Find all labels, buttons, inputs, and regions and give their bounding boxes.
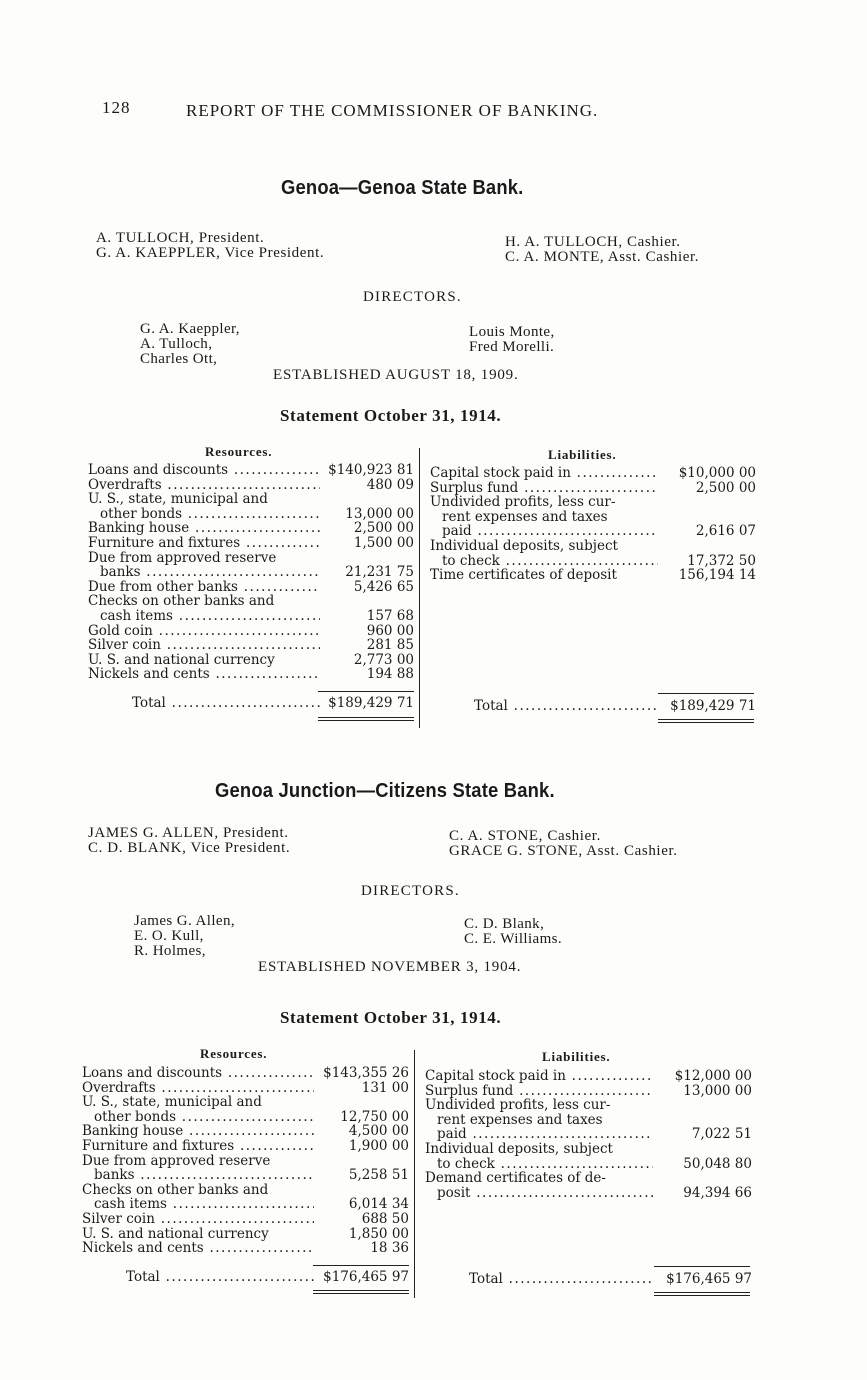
liabilities-heading: Liabilities.	[548, 447, 617, 462]
directors-right	[464, 917, 562, 947]
resources-total	[88, 696, 414, 711]
resources-heading: Resources.	[200, 1046, 268, 1061]
table-row: Individual deposits, subject	[425, 1141, 613, 1157]
officer-cashier: C. A. STONE, Cashier.	[449, 828, 601, 844]
director-name: C. E. Williams.	[464, 931, 563, 947]
table-row: cash items ..... 157 68	[88, 609, 414, 624]
table-row: Due from approved reserve	[82, 1153, 271, 1169]
table-row: to check ..... 50,048 80	[425, 1157, 752, 1172]
officers-left	[88, 826, 290, 856]
table-row: Checks on other banks and	[88, 594, 275, 609]
column-divider	[419, 448, 420, 728]
table-row: U. S. and national currency 2,773 00	[88, 651, 414, 668]
directors-left	[140, 322, 240, 367]
total-row: Total ..... $189,429 71	[88, 696, 414, 711]
table-row: Time certificates of deposit 156,194 14	[430, 567, 756, 584]
table-row: Surplus fund ..... 13,000 00	[425, 1084, 752, 1099]
table-row: Demand certificates of de-	[425, 1171, 606, 1186]
total-rule	[658, 693, 754, 694]
officer-president: A. TULLOCH, President.	[96, 230, 265, 246]
directors-right	[469, 325, 555, 355]
resources-table	[88, 463, 414, 682]
table-row: Nickels and cents ..... 194 88	[88, 667, 414, 682]
table-row: U. S., state, municipal and	[88, 492, 268, 507]
total-row: Total ..... $176,465 97	[82, 1270, 409, 1285]
table-row: Silver coin ..... 281 85	[88, 638, 414, 653]
director-name: Fred Morelli.	[469, 339, 555, 355]
table-row: U. S., state, municipal and	[82, 1095, 262, 1110]
director-name: C. D. Blank,	[464, 916, 545, 932]
statement-heading: Statement October 31, 1914.	[280, 406, 502, 425]
officer-asst-cashier: GRACE G. STONE, Asst. Cashier.	[449, 843, 678, 859]
table-row: paid ..... 7,022 51	[425, 1127, 752, 1142]
directors-heading: DIRECTORS.	[363, 289, 462, 305]
director-name: R. Holmes,	[134, 943, 206, 959]
table-row: Undivided profits, less cur-	[425, 1098, 611, 1113]
table-row: Surplus fund ..... 2,500 00	[430, 481, 756, 496]
double-rule	[313, 1293, 409, 1294]
table-row: Loans and discounts ..... $143,355 26	[82, 1066, 409, 1081]
liabilities-total	[425, 1272, 752, 1287]
double-rule	[318, 717, 414, 718]
double-rule	[658, 719, 754, 720]
table-row: U. S. and national currency 1,850 00	[82, 1225, 409, 1242]
liabilities-table	[425, 1069, 752, 1200]
running-header: REPORT OF THE COMMISSIONER OF BANKING.	[186, 101, 599, 120]
director-name: James G. Allen,	[134, 913, 235, 929]
table-row: rent expenses and taxes	[437, 1112, 603, 1128]
director-name: A. Tulloch,	[140, 336, 213, 352]
resources-heading: Resources.	[205, 444, 273, 459]
total-rule	[318, 691, 414, 692]
total-rule	[654, 1266, 750, 1267]
directors-heading: DIRECTORS.	[361, 883, 460, 899]
liabilities-total	[430, 699, 756, 714]
director-name: E. O. Kull,	[134, 928, 204, 944]
liabilities-heading: Liabilities.	[542, 1049, 611, 1064]
director-name: G. A. Kaeppler,	[140, 321, 240, 337]
established-date: ESTABLISHED NOVEMBER 3, 1904.	[258, 959, 522, 975]
statement-heading: Statement October 31, 1914.	[280, 1008, 502, 1027]
table-row: Checks on other banks and	[82, 1182, 269, 1198]
officer-cashier: H. A. TULLOCH, Cashier.	[505, 234, 681, 250]
director-name: Charles Ott,	[140, 351, 218, 367]
table-row: Silver coin ..... 688 50	[82, 1212, 409, 1227]
established-date: ESTABLISHED AUGUST 18, 1909.	[273, 367, 519, 383]
total-rule	[313, 1265, 409, 1266]
bank-title: Genoa Junction—Citizens State Bank.	[215, 780, 555, 802]
table-row: other bonds ..... 13,000 00	[88, 507, 414, 522]
total-row: Total ..... $176,465 97	[425, 1272, 752, 1287]
bank-title: Genoa—Genoa State Bank.	[281, 177, 524, 199]
table-row: Furniture and fixtures ..... 1,500 00	[88, 536, 414, 551]
table-row: Nickels and cents ..... 18 36	[82, 1241, 409, 1256]
table-row: other bonds ..... 12,750 00	[82, 1110, 409, 1125]
double-rule	[318, 720, 414, 721]
table-row: Individual deposits, subject	[430, 538, 618, 554]
table-row: Loans and discounts ..... $140,923 81	[88, 463, 414, 478]
directors-left	[134, 914, 235, 959]
officer-vice-president: C. D. BLANK, Vice President.	[88, 840, 291, 856]
table-row: Furniture and fixtures ..... 1,900 00	[82, 1139, 409, 1154]
double-rule	[654, 1292, 750, 1293]
table-row: posit ..... 94,394 66	[425, 1186, 752, 1201]
column-divider	[414, 1050, 415, 1298]
resources-total	[82, 1270, 409, 1285]
table-row: Gold coin ..... 960 00	[88, 624, 414, 639]
table-row: banks ..... 5,258 51	[82, 1168, 409, 1183]
table-row: Capital stock paid in ..... $10,000 00	[430, 466, 756, 481]
officers-left	[96, 231, 324, 261]
officers-right	[449, 829, 678, 859]
director-name: Louis Monte,	[469, 324, 555, 340]
double-rule	[654, 1295, 750, 1296]
table-row: Capital stock paid in ..... $12,000 00	[425, 1069, 752, 1084]
resources-table	[82, 1066, 409, 1256]
total-row: Total ..... $189,429 71	[430, 699, 756, 714]
table-row: paid ..... 2,616 07	[430, 524, 756, 539]
table-row: to check ..... 17,372 50	[430, 554, 756, 569]
table-row: Overdrafts ..... 131 00	[82, 1081, 409, 1096]
table-row: rent expenses and taxes	[442, 509, 608, 525]
officer-asst-cashier: C. A. MONTE, Asst. Cashier.	[505, 249, 700, 265]
table-row: Banking house ..... 4,500 00	[82, 1124, 409, 1139]
double-rule	[658, 722, 754, 723]
officer-president: JAMES G. ALLEN, President.	[88, 825, 289, 841]
officers-right	[505, 235, 699, 265]
table-row: Undivided profits, less cur-	[430, 495, 616, 510]
liabilities-table	[430, 466, 756, 583]
table-row: cash items ..... 6,014 34	[82, 1197, 409, 1212]
double-rule	[313, 1290, 409, 1291]
table-row: Due from approved reserve	[88, 550, 277, 566]
page-number: 128	[102, 98, 131, 117]
table-row: Due from other banks ..... 5,426 65	[88, 580, 414, 595]
officer-vice-president: G. A. KAEPPLER, Vice President.	[96, 245, 325, 261]
table-row: banks ..... 21,231 75	[88, 565, 414, 580]
table-row: Overdrafts ..... 480 09	[88, 478, 414, 493]
table-row: Banking house ..... 2,500 00	[88, 521, 414, 536]
